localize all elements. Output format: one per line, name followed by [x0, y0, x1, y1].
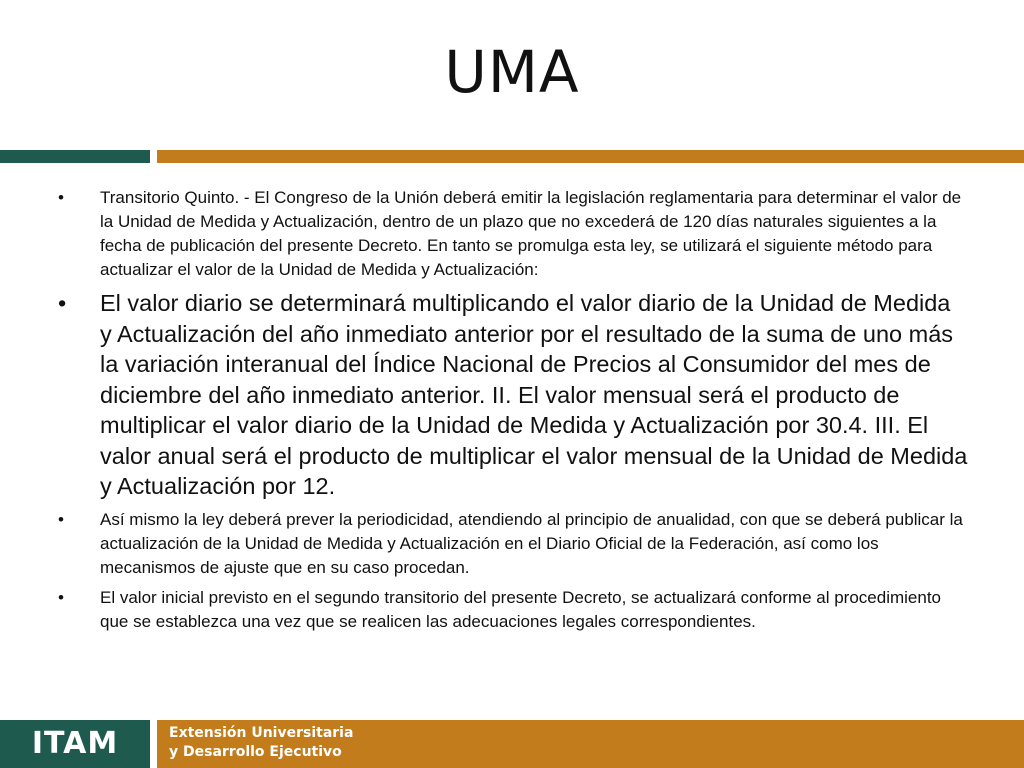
bullet-text: Transitorio Quinto. - El Congreso de la Unión deberá emitir la legislación reglamentaria para determinar el valor de la Unidad de Medida y Actualización, dentro de un plazo que no excederá de 120 días naturales siguientes a la fecha de publicación del presente Decreto. En tanto se promulga esta ley, se utilizará el siguiente método para actualizar el valor de la Unidad de Medida y Actualización: — [100, 188, 962, 279]
header-divider-orange — [157, 150, 1024, 163]
slide-title: UMA — [444, 38, 580, 106]
bullet-item — [58, 186, 968, 282]
bullet-text: El valor inicial previsto en el segundo transitorio del presente Decreto, se actualizará conforme al procedimiento que se establezca una vez que se realicen las adecuaciones legales correspondientes. — [100, 587, 941, 631]
bullet-marker: • — [58, 509, 64, 529]
bullet-text: Así mismo la ley deberá prever la periodicidad, atendiendo al principio de anualidad, con que se deberá publicar la actualización de la Unidad de Medida y Actualización en el Diario Oficial de la Federación, así como los mecanismos de ajuste que en su caso procedan. — [100, 509, 963, 577]
bullet-item — [58, 508, 968, 580]
bullet-marker: • — [58, 290, 67, 316]
itam-logo: ITAM — [31, 726, 119, 761]
bullet-item — [58, 586, 968, 634]
footer-banner — [157, 720, 1024, 768]
footer-line-2: y Desarrollo Ejecutivo — [169, 744, 342, 760]
header-divider-green — [0, 150, 150, 163]
footer-logo-block — [0, 720, 150, 768]
bullet-item — [58, 288, 968, 502]
footer-caption — [169, 724, 353, 762]
bullet-marker: • — [58, 188, 64, 207]
bullet-text: El valor diario se determinará multiplicando el valor diario de la Unidad de Medida y Actualización del año inmediato anterior por el resultado de la suma de uno más la variación interanual del Índice Nacional de Precios al Consumidor del mes de diciembre del año inmediato anterior. II. El valor mensual será el producto de multiplicar el valor diario de la Unidad de Medida y Actualización por 30.4. III. El valor anual será el producto de multiplicar el valor mensual de la Unidad de Medida y Actualización por 12. — [100, 290, 968, 499]
slide-body — [58, 186, 968, 640]
bullet-marker: • — [58, 587, 64, 607]
footer-line-1: Extensión Universitaria — [169, 725, 354, 741]
